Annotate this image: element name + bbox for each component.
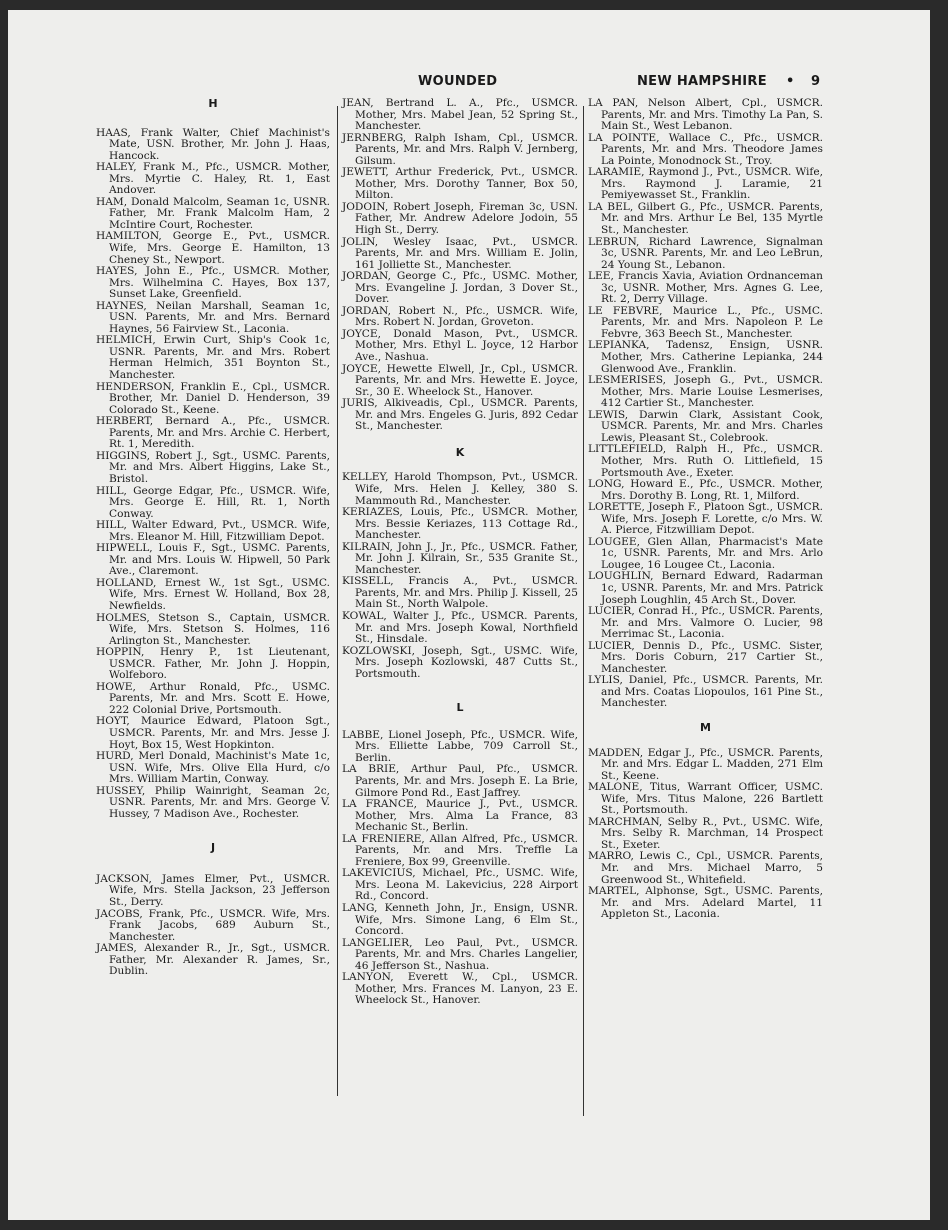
casualty-entry: LE FEBVRE, Maurice L., Pfc., USMC. Parents, Mr. and Mrs. Napoleon P. Le Febvre, 363 Beech St., Manchester.: [588, 304, 823, 340]
casualty-entry: LOUGEE, Glen Allan, Pharmacist's Mate 1c, USNR. Parents, Mr. and Mrs. Arlo Lougee, 16 Lougee Ct., Laconia.: [588, 535, 823, 571]
casualty-entry: HOLLAND, Ernest W., 1st Sgt., USMC. Wife, Mrs. Ernest W. Holland, Box 28, Newfields.: [96, 576, 330, 612]
casualty-entry: KOWAL, Walter J., Pfc., USMCR. Parents, Mr. and Mrs. Joseph Kowal, Northfield St., Hinsdale.: [342, 609, 578, 646]
casualty-entry: LARAMIE, Raymond J., Pvt., USMCR. Wife, Mrs. Raymond J. Laramie, 21 Pemiyewasset St., Franklin.: [588, 166, 823, 202]
casualty-entry: HOPPIN, Henry P., 1st Lieutenant, USMCR. Father, Mr. John J. Hoppin, Wolfeboro.: [96, 646, 330, 682]
column-divider: [337, 106, 338, 1096]
casualty-entry: JEWETT, Arthur Frederick, Pvt., USMCR. Mother, Mrs. Dorothy Tanner, Box 50, Milton.: [342, 166, 578, 202]
casualty-entry: MARCHMAN, Selby R., Pvt., USMC. Wife, Mrs. Selby R. Marchman, 14 Prospect St., Exeter.: [588, 815, 823, 851]
casualty-entry: HAYNES, Neilan Marshall, Seaman 1c, USN. Parents, Mr. and Mrs. Bernard Haynes, 56 Fairview St., Laconia.: [96, 299, 330, 335]
casualty-entry: JORDAN, Robert N., Pfc., USMCR. Wife, Mrs. Robert N. Jordan, Groveton.: [342, 304, 578, 329]
casualty-entry: LEWIS, Darwin Clark, Assistant Cook, USMCR. Parents, Mr. and Mrs. Charles Lewis, Pleasant St., Colebrook.: [588, 408, 823, 444]
section-letter: H: [208, 97, 218, 110]
casualty-entry: HAYES, John E., Pfc., USMCR. Mother, Mrs. Wilhelmina C. Hayes, Box 137, Sunset Lake, Greenfield.: [96, 265, 330, 301]
casualty-entry: JOYCE, Donald Mason, Pvt., USMCR. Mother, Mrs. Ethyl L. Joyce, 12 Harbor Ave., Nashua.: [342, 327, 578, 364]
casualty-entry: HILL, Walter Edward, Pvt., USMCR. Wife, Mrs. Eleanor M. Hill, Fitzwilliam Depot.: [96, 519, 330, 543]
casualty-entry: JORDAN, George C., Pfc., USMC. Mother, Mrs. Evangeline J. Jordan, 3 Dover St., Dover.: [342, 270, 578, 306]
casualty-entry: LOUGHLIN, Bernard Edward, Radarman 1c, USNR. Parents, Mr. and Mrs. Patrick Joseph Loughlin, 45 Arch St., Dover.: [588, 570, 823, 606]
casualty-entry: LA POINTE, Wallace C., Pfc., USMCR. Parents, Mr. and Mrs. Theodore James La Pointe, Monodnock St., Troy.: [588, 131, 823, 167]
casualty-entry: HAAS, Frank Walter, Chief Machinist's Mate, USN. Brother, Mr. John J. Haas, Hancock.: [96, 126, 330, 162]
casualty-entry: HOWE, Arthur Ronald, Pfc., USMC. Parents, Mr. and Mrs. Scott E. Howe, 222 Colonial Drive, Portsmouth.: [96, 680, 330, 716]
casualty-entry: LA BRIE, Arthur Paul, Pfc., USMCR. Parents, Mr. and Mrs. Joseph E. La Brie, Gilmore Pond Rd., East Jaffrey.: [342, 763, 578, 799]
casualty-entry: MARRO, Lewis C., Cpl., USMCR. Parents, Mr. and Mrs. Michael Marro, 5 Greenwood St., Whitefield.: [588, 850, 823, 886]
column-3: [588, 98, 823, 921]
casualty-entry: JAMES, Alexander R., Jr., Sgt., USMCR. Father, Mr. Alexander R. James, Sr., Dublin.: [96, 942, 330, 978]
casualty-entry: KERIAZES, Louis, Pfc., USMCR. Mother, Mrs. Bessie Keriazes, 113 Cottage Rd., Manchester.: [342, 506, 578, 542]
casualty-entry: LA PAN, Nelson Albert, Cpl., USMCR. Parents, Mr. and Mrs. Timothy La Pan, S. Main St., West Lebanon.: [588, 97, 823, 133]
page-number: 9: [811, 74, 821, 89]
casualty-entry: KELLEY, Harold Thompson, Pvt., USMCR. Wife, Mrs. Helen J. Kelley, 380 S. Mammouth Rd., Manchester.: [342, 471, 578, 507]
casualty-entry: LYLIS, Daniel, Pfc., USMCR. Parents, Mr. and Mrs. Coatas Liopoulos, 161 Pine St., Manchester.: [588, 674, 823, 710]
casualty-entry: MARTEL, Alphonse, Sgt., USMC. Parents, Mr. and Mrs. Adelard Martel, 11 Appleton St., Laconia.: [588, 885, 823, 921]
casualty-entry: HILL, George Edgar, Pfc., USMCR. Wife, Mrs. George E. Hill, Rt. 1, North Conway.: [96, 484, 330, 520]
section-letter: J: [210, 841, 216, 855]
page-header-title: WOUNDED: [418, 74, 498, 89]
casualty-entry: LA FRANCE, Maurice J., Pvt., USMCR. Mother, Mrs. Alma La France, 83 Mechanic St., Berlin.: [342, 798, 578, 834]
casualty-entry: LUCIER, Conrad H., Pfc., USMCR. Parents, Mr. and Mrs. Valmore O. Lucier, 98 Merrimac St., Laconia.: [588, 605, 823, 641]
section-letter: K: [455, 445, 465, 459]
casualty-entry: KISSELL, Francis A., Pvt., USMCR. Parents, Mr. and Mrs. Philip J. Kissell, 25 Main St., North Walpole.: [342, 575, 578, 611]
casualty-entry: HAM, Donald Malcolm, Seaman 1c, USNR. Father, Mr. Frank Malcolm Ham, 2 McIntire Court, Rochester.: [96, 195, 330, 231]
casualty-entry: LANGELIER, Leo Paul, Pvt., USMCR. Parents, Mr. and Mrs. Charles Langelier, 46 Jefferson St., Nashua.: [342, 936, 578, 972]
page-header-state: NEW HAMPSHIRE: [637, 74, 767, 89]
casualty-entry: LEE, Francis Xavia, Aviation Ordnanceman 3c, USNR. Mother, Mrs. Agnes G. Lee, Rt. 2, Derry Village.: [588, 270, 823, 306]
casualty-entry: HAMILTON, George E., Pvt., USMCR. Wife, Mrs. George E. Hamilton, 13 Cheney St., Newport.: [96, 230, 330, 266]
document-page: [8, 10, 930, 1220]
casualty-entry: LONG, Howard E., Pfc., USMCR. Mother, Mrs. Dorothy B. Long, Rt. 1, Milford.: [588, 478, 823, 502]
casualty-entry: HURD, Merl Donald, Machinist's Mate 1c, USN. Wife, Mrs. Olive Ella Hurd, c/o Mrs. William Martin, Conway.: [96, 750, 330, 786]
casualty-entry: MALONE, Titus, Warrant Officer, USMC. Wife, Mrs. Titus Malone, 226 Bartlett St., Portsmouth.: [588, 781, 823, 817]
column-divider: [583, 106, 584, 1116]
casualty-entry: LITTLEFIELD, Ralph H., Pfc., USMCR. Mother, Mrs. Ruth O. Littlefield, 15 Portsmouth Ave., Exeter.: [588, 443, 823, 479]
casualty-entry: LA BEL, Gilbert G., Pfc., USMCR. Parents, Mr. and Mrs. Arthur Le Bel, 135 Myrtle St., Manchester.: [588, 200, 823, 237]
casualty-entry: LANYON, Everett W., Cpl., USMCR. Mother, Mrs. Frances M. Lanyon, 23 E. Wheelock St., Hanover.: [342, 971, 578, 1007]
casualty-entry: LANG, Kenneth John, Jr., Ensign, USNR. Wife, Mrs. Simone Lang, 6 Elm St., Concord.: [342, 902, 578, 938]
casualty-entry: LAKEVICIUS, Michael, Pfc., USMC. Wife, Mrs. Leona M. Lakevicius, 228 Airport Rd., Concord.: [342, 867, 578, 903]
casualty-entry: HUSSEY, Philip Wainright, Seaman 2c, USNR. Parents, Mr. and Mrs. George V. Hussey, 7 Madison Ave., Rochester.: [96, 784, 330, 820]
casualty-entry: HELMICH, Erwin Curt, Ship's Cook 1c, USNR. Parents, Mr. and Mrs. Robert Herman Helmich, 351 Boynton St., Manchester.: [96, 334, 330, 382]
page-header-bullet: •: [786, 74, 795, 89]
casualty-entry: JOLIN, Wesley Isaac, Pvt., USMCR. Parents, Mr. and Mrs. William E. Jolin, 161 Jolliette St., Manchester.: [342, 235, 578, 271]
casualty-entry: HOYT, Maurice Edward, Platoon Sgt., USMCR. Parents, Mr. and Mrs. Jesse J. Hoyt, Box 15, West Hopkinton.: [96, 715, 330, 751]
column-1: [96, 98, 330, 978]
casualty-entry: KOZLOWSKI, Joseph, Sgt., USMC. Wife, Mrs. Joseph Kozlowski, 487 Cutts St., Portsmouth.: [342, 644, 578, 680]
casualty-entry: LEBRUN, Richard Lawrence, Signalman 3c, USNR. Parents, Mr. and Leo LeBrun, 24 Young St., Lebanon.: [588, 235, 823, 271]
casualty-entry: JERNBERG, Ralph Isham, Cpl., USMCR. Parents, Mr. and Mrs. Ralph V. Jernberg, Gilsum.: [342, 131, 578, 167]
casualty-entry: LEPIANKA, Tadensz, Ensign, USNR. Mother, Mrs. Catherine Lepianka, 244 Glenwood Ave., Franklin.: [588, 339, 823, 375]
casualty-entry: MADDEN, Edgar J., Pfc., USMCR. Parents, Mr. and Mrs. Edgar L. Madden, 271 Elm St., Keene.: [588, 746, 823, 782]
casualty-entry: LORETTE, Joseph F., Platoon Sgt., USMCR. Wife, Mrs. Joseph F. Lorette, c/o Mrs. W. A. Pierce, Fitzwilliam Depot.: [588, 501, 823, 537]
casualty-entry: LESMERISES, Joseph G., Pvt., USMCR. Mother, Mrs. Marie Louise Lesmerises, 412 Cartier St., Manchester.: [588, 374, 823, 410]
casualty-entry: JACKSON, James Elmer, Pvt., USMCR. Wife, Mrs. Stella Jackson, 23 Jefferson St., Derry.: [96, 872, 330, 908]
casualty-entry: HOLMES, Stetson S., Captain, USMCR. Wife, Mrs. Stetson S. Holmes, 116 Arlington St., Manchester.: [96, 611, 330, 647]
casualty-entry: JURIS, Alkiveadis, Cpl., USMCR. Parents, Mr. and Mrs. Engeles G. Juris, 892 Cedar St., Manchester.: [342, 397, 578, 433]
casualty-entry: LA FRENIERE, Allan Alfred, Pfc., USMCR. Parents, Mr. and Mrs. Treffle La Freniere, Box 99, Greenville.: [342, 832, 578, 868]
casualty-entry: HALEY, Frank M., Pfc., USMCR. Mother, Mrs. Myrtie C. Haley, Rt. 1, East Andover.: [96, 161, 330, 197]
section-letter: M: [700, 720, 711, 734]
casualty-entry: LUCIER, Dennis D., Pfc., USMC. Sister, Mrs. Doris Coburn, 217 Cartier St., Manchester.: [588, 639, 823, 675]
casualty-entry: JEAN, Bertrand L. A., Pfc., USMCR. Mother, Mrs. Mabel Jean, 52 Spring St., Manchester.: [342, 97, 578, 133]
casualty-entry: HERBERT, Bernard A., Pfc., USMCR. Parents, Mr. and Mrs. Archie C. Herbert, Rt. 1, Meredith.: [96, 415, 330, 451]
casualty-entry: JODOIN, Robert Joseph, Fireman 3c, USN. Father, Mr. Andrew Adelore Jodoin, 55 High St., Derry.: [342, 200, 578, 237]
casualty-entry: KILRAIN, John J., Jr., Pfc., USMCR. Father, Mr. John J. Kilrain, Sr., 535 Granite St., Manchester.: [342, 540, 578, 576]
column-2: [342, 98, 578, 1007]
casualty-entry: JOYCE, Hewette Elwell, Jr., Cpl., USMCR. Parents, Mr. and Mrs. Hewette E. Joyce, Sr., 30 E. Wheelock St., Hanover.: [342, 362, 578, 398]
casualty-entry: LABBE, Lionel Joseph, Pfc., USMCR. Wife, Mrs. Elliette Labbe, 709 Carroll St., Berlin.: [342, 728, 578, 764]
casualty-entry: HENDERSON, Franklin E., Cpl., USMCR. Brother, Mr. Daniel D. Henderson, 39 Colorado St., Keene.: [96, 380, 330, 416]
casualty-entry: HIGGINS, Robert J., Sgt., USMC. Parents, Mr. and Mrs. Albert Higgins, Lake St., Bristol.: [96, 449, 330, 485]
casualty-entry: HIPWELL, Louis F., Sgt., USMC. Parents, Mr. and Mrs. Louis W. Hipwell, 50 Park Ave., Claremont.: [96, 542, 330, 578]
section-letter: L: [456, 701, 464, 715]
casualty-entry: JACOBS, Frank, Pfc., USMCR. Wife, Mrs. Frank Jacobs, 689 Auburn St., Manchester.: [96, 907, 330, 943]
